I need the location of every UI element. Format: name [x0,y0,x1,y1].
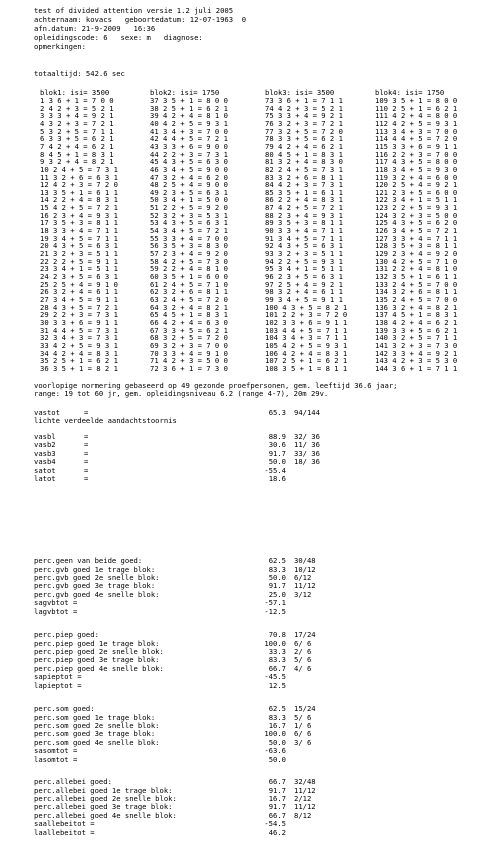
trial-row: 19 3 4 + 5 = 7 1 1 [40,233,118,243]
stat-label: sagvbtot = [34,598,78,608]
trial-row: 80 4 5 + 1 = 8 3 1 [265,149,343,159]
stat-row [0,591,488,599]
trial-row: 30 3 3 + 6 = 9 1 1 [40,317,118,327]
trial-row: 118 3 4 + 5 = 9 3 0 [375,164,458,174]
trial-row: 34 4 2 + 4 = 8 3 1 [40,348,118,358]
header-line: opleidingscode: 6 sexe: m diagnose: [34,33,203,42]
trial-row: 6 3 3 + 5 = 6 2 1 [40,134,114,144]
stat-row [0,608,488,616]
stat-label: sasomtot = [34,746,78,756]
stat-fraction: 1/ 6 [294,720,312,730]
stat-value: -12.5 [264,606,286,616]
trial-row: 64 3 2 + 4 = 8 2 1 [150,302,228,312]
trial-row: 55 3 3 + 4 = 7 0 0 [150,233,228,243]
stat-value: 33.3 [268,646,286,656]
stat-row [0,747,488,755]
trial-row: 110 2 5 + 1 = 6 2 1 [375,103,458,113]
trial-row: 32 3 4 + 3 = 7 3 1 [40,333,118,343]
trial-row: 141 3 2 + 3 = 7 3 0 [375,340,458,350]
trial-row: 133 2 4 + 5 = 7 0 0 [375,279,458,289]
vastot-equals: = [84,408,89,417]
trial-row: 123 2 2 + 5 = 9 3 1 [375,203,458,213]
trial-row: 97 2 5 + 4 = 9 2 1 [265,279,343,289]
trial-row: 71 4 2 + 3 = 5 0 0 [150,356,228,366]
trial-row: 40 4 2 + 5 = 9 3 1 [150,119,228,128]
stat-label: perc.som goed 2e snelle blok: [34,720,160,730]
trial-row: 121 2 3 + 5 = 6 0 0 [375,187,458,197]
stat-label: lagvbtot = [34,606,78,616]
trial-row: 99 3 4 + 5 = 9 1 1 [265,294,343,304]
stat-row [0,631,488,639]
trial-row: 106 4 2 + 4 = 8 3 1 [265,348,348,358]
trial-row: 13 3 5 + 1 = 6 1 1 [40,187,118,197]
stat-fraction: 11/12 [294,802,316,812]
stat-value: -45.5 [264,672,286,682]
stat-row [0,803,488,811]
stat-fraction: 17/24 [294,630,316,639]
stat-value: 91.7 [268,802,286,812]
stat-label: perc.som goed: [34,704,95,713]
trial-row: 43 3 3 + 6 = 9 0 0 [150,141,228,151]
trial-row: 131 2 2 + 4 = 8 1 0 [375,264,458,274]
trial-row: 94 2 2 + 5 = 9 3 1 [265,256,343,266]
stat-fraction: 15/24 [294,704,316,713]
stat-value: 62.5 [268,556,286,565]
trial-row: 108 3 5 + 1 = 8 1 1 [265,363,348,373]
stat-label: perc.gvb goed 1e trage blok: [34,564,156,574]
trial-row: 50 3 4 + 1 = 5 0 0 [150,195,228,205]
stat-row [0,739,488,747]
trial-row: 21 3 2 + 3 = 5 1 1 [40,249,118,258]
stat-row [0,722,488,730]
stat-label: perc.piep goed: [34,630,99,639]
trial-row: 12 4 2 + 3 = 7 2 0 [40,180,118,190]
stat-value: 100.0 [264,729,286,739]
stat-value: -55.4 [264,465,286,475]
trial-row: 128 3 5 + 3 = 8 1 1 [375,241,458,251]
stat-row [0,682,488,690]
trial-row: 125 4 3 + 5 = 6 2 0 [375,218,458,228]
stat-fraction: 8/12 [294,810,312,820]
trial-row: 144 3 6 + 1 = 7 1 1 [375,363,458,373]
trial-row: 23 3 4 + 1 = 5 1 1 [40,264,118,274]
trial-row: 52 3 2 + 3 = 5 3 1 [150,210,228,220]
trial-row: 95 3 4 + 1 = 5 1 1 [265,264,343,274]
trial-row: 36 3 5 + 1 = 8 2 1 [40,363,118,373]
trial-row: 112 4 2 + 5 = 9 3 1 [375,119,458,128]
stat-value: 50.0 [268,737,286,747]
trial-row: 90 3 3 + 4 = 7 1 1 [265,226,343,236]
stat-value: 18.6 [268,474,286,483]
trial-row: 53 4 3 + 5 = 6 3 1 [150,218,228,228]
trial-row: 7 4 2 + 4 = 6 2 1 [40,141,114,151]
stat-row [0,574,488,582]
stat-fraction: 6/ 6 [294,638,312,648]
trial-row: 69 3 2 + 3 = 7 0 0 [150,340,228,350]
trial-row: 67 3 3 + 5 = 6 2 1 [150,325,228,335]
trial-row: 136 3 2 + 4 = 8 2 1 [375,302,458,312]
stat-row [0,820,488,828]
trial-row: 79 4 2 + 4 = 6 2 1 [265,141,343,151]
trial-row: 65 4 5 + 1 = 8 3 1 [150,310,228,320]
trial-row: 29 2 2 + 3 = 7 3 1 [40,310,118,320]
trial-row: 31 4 4 + 5 = 7 3 1 [40,325,118,335]
trial-row: 41 3 4 + 3 = 7 0 0 [150,126,228,136]
trial-row: 101 2 2 + 3 = 7 2 0 [265,310,348,320]
trial-row: 9 3 2 + 4 = 8 2 1 [40,157,114,167]
trial-row: 137 4 5 + 1 = 8 3 1 [375,310,458,320]
trial-row: 8 4 5 + 1 = 8 3 1 [40,149,114,159]
trial-row: 102 3 3 + 6 = 9 1 1 [265,317,348,327]
equals-mark: = [84,465,89,475]
trial-row: 98 3 2 + 4 = 6 1 1 [265,287,343,297]
trial-row: 56 3 5 + 3 = 8 3 0 [150,241,228,251]
stat-value: 66.7 [268,810,286,820]
trial-row: 134 3 2 + 6 = 8 1 1 [375,287,458,297]
stat-value: 91.7 [268,448,286,458]
stat-value: 88.9 [268,432,286,441]
trial-row: 127 3 3 + 4 = 7 1 1 [375,233,458,243]
trial-row: 27 3 4 + 5 = 9 1 1 [40,294,118,304]
trial-row: 39 4 2 + 4 = 8 1 0 [150,111,228,121]
stat-fraction: 94/144 [294,408,320,417]
stat-label: satot [34,465,56,475]
total-time: totaaltijd: 542.6 sec [34,69,125,78]
stat-row [0,795,488,803]
trial-row: 22 2 2 + 5 = 9 1 1 [40,256,118,266]
stat-row [0,599,488,607]
stat-row [0,648,488,656]
trial-row: 73 3 6 + 1 = 7 1 1 [265,96,343,105]
block-title: blok2: isi= 1750 [150,88,220,97]
trial-row: 77 3 2 + 5 = 7 2 0 [265,126,343,136]
trial-row: 93 3 2 + 3 = 5 1 1 [265,249,343,258]
trial-row: 45 4 3 + 5 = 6 3 0 [150,157,228,167]
trial-row: 124 3 2 + 3 = 5 0 0 [375,210,458,220]
stat-fraction: 5/ 6 [294,655,312,665]
stat-label: sapieptot = [34,672,82,682]
trial-row: 59 2 2 + 4 = 8 1 0 [150,264,228,274]
stat-value: 16.7 [268,793,286,803]
equals-mark: = [84,474,89,483]
trial-row: 135 2 4 + 5 = 7 0 0 [375,294,458,304]
trial-row: 5 3 2 + 5 = 7 1 1 [40,126,114,136]
stat-label: lasomtot = [34,754,78,764]
trial-row: 51 2 2 + 5 = 9 2 0 [150,203,228,213]
trial-row: 4 3 2 + 3 = 7 2 1 [40,119,114,128]
stat-label: perc.som goed 1e trage blok: [34,712,156,722]
trial-row: 82 2 4 + 5 = 7 3 1 [265,164,343,174]
trial-row: 103 4 4 + 5 = 7 1 1 [265,325,348,335]
trial-row: 17 3 5 + 3 = 8 1 1 [40,218,118,228]
stat-fraction: 6/ 6 [294,729,312,739]
stat-fraction: 11/ 36 [294,440,320,450]
stat-fraction: 18/ 36 [294,457,320,467]
stat-label: perc.piep goed 3e trage blok: [34,655,160,665]
trial-row: 61 2 4 + 5 = 7 1 0 [150,279,228,289]
norm-line: range: 19 tot 60 jr, gem. opleidingsniveau 6.2 (range 4-7), 20m 29v. [34,389,329,398]
trial-row: 105 4 2 + 5 = 9 3 1 [265,340,348,350]
block-title: blok4: isi= 1750 [375,88,445,97]
trial-row: 16 2 3 + 4 = 9 3 1 [40,210,118,220]
trial-row: 60 3 5 + 1 = 6 0 0 [150,272,228,281]
stat-label: perc.geen van beide goed: [34,556,143,565]
stat-label: perc.piep goed 4e snelle blok: [34,663,164,673]
stat-row [0,665,488,673]
stat-value: 50.0 [268,754,286,764]
trial-row: 115 3 3 + 6 = 9 1 1 [375,141,458,151]
stat-label: vastot [34,408,60,417]
trial-row: 58 4 2 + 5 = 7 3 0 [150,256,228,266]
stat-value: 83.3 [268,712,286,722]
trial-row: 2 4 2 + 3 = 5 2 1 [40,103,114,113]
stat-fraction: 32/48 [294,777,316,786]
stat-label: laallebeitot = [34,827,95,837]
trial-row: 42 4 4 + 5 = 7 2 1 [150,134,228,144]
trial-row: 46 3 4 + 5 = 9 0 0 [150,164,228,174]
header-line: opmerkingen: [34,42,86,51]
stat-fraction: 5/ 6 [294,712,312,722]
trial-row: 75 3 3 + 4 = 9 2 1 [265,111,343,121]
trial-row: 132 3 5 + 1 = 6 1 1 [375,272,458,281]
trial-row: 66 4 2 + 4 = 6 3 0 [150,317,228,327]
trial-row: 100 4 3 + 5 = 8 2 1 [265,302,348,312]
stat-label: perc.piep goed 1e trage blok: [34,638,160,648]
stat-value: 65.3 [268,408,286,417]
stat-value: 25.0 [268,589,286,599]
trial-row: 78 3 3 + 5 = 6 2 1 [265,134,343,144]
stat-value: -54.5 [264,819,286,829]
stat-fraction: 6/12 [294,572,312,582]
trial-row: 129 2 3 + 4 = 9 2 0 [375,249,458,258]
stat-label: vasbl [34,432,56,441]
trial-row: 14 2 2 + 4 = 8 3 1 [40,195,118,205]
trial-row: 81 3 2 + 4 = 8 3 0 [265,157,343,167]
equals-mark: = [84,448,89,458]
trial-row: 113 3 4 + 3 = 7 0 0 [375,126,458,136]
stat-value: -63.6 [264,746,286,756]
trial-row: 74 4 2 + 3 = 5 2 1 [265,103,343,113]
trial-row: 104 3 4 + 3 = 7 1 1 [265,333,348,343]
block-title: blok3: isi= 3500 [265,88,335,97]
trial-row: 1 3 6 + 1 = 7 0 0 [40,96,114,105]
trial-row: 24 2 3 + 5 = 6 3 1 [40,272,118,281]
trial-row: 10 2 4 + 5 = 7 3 1 [40,164,118,174]
stat-row [0,450,488,458]
trial-row: 48 2 5 + 4 = 9 0 0 [150,180,228,190]
stat-row [0,475,488,483]
trial-row: 20 4 3 + 5 = 6 3 1 [40,241,118,251]
stat-row [0,705,488,713]
trial-row: 92 4 3 + 5 = 6 3 1 [265,241,343,251]
stat-label: perc.gvb goed 4e snelle blok: [34,589,160,599]
trial-row: 109 3 5 + 1 = 8 0 0 [375,96,458,105]
stat-fraction: 2/ 6 [294,646,312,656]
trial-row: 126 3 4 + 5 = 7 2 1 [375,226,458,236]
stat-row [0,778,488,786]
trial-row: 107 2 5 + 1 = 6 2 1 [265,356,348,366]
trial-row: 70 3 3 + 4 = 9 1 0 [150,348,228,358]
stat-row [0,458,488,466]
stat-label: perc.som goed 3e trage blok: [34,729,156,739]
stat-fraction: 3/ 6 [294,737,312,747]
header-line: test of divided attention versie 1.2 juli 2005 [34,6,234,15]
stat-value: 91.7 [268,581,286,591]
stat-value: 70.8 [268,630,286,639]
stat-label: perc.som goed 4e snelle blok: [34,737,160,747]
trial-row: 44 2 2 + 3 = 7 3 1 [150,149,228,159]
trial-row: 35 2 5 + 1 = 6 2 1 [40,356,118,366]
diagnosis-text: lichte verdeelde aandachtstoornis [34,416,177,425]
trial-row: 15 4 2 + 5 = 7 2 1 [40,203,118,213]
stat-row [0,557,488,565]
stat-value: 50.0 [268,457,286,467]
trial-row: 83 3 2 + 6 = 8 1 1 [265,172,343,182]
trial-row: 76 3 2 + 3 = 7 2 1 [265,119,343,128]
equals-mark: = [84,440,89,450]
stat-value: 30.6 [268,440,286,450]
stat-row [0,467,488,475]
stat-value: 16.7 [268,720,286,730]
trial-row: 38 2 5 + 1 = 6 2 1 [150,103,228,113]
trial-row: 57 2 3 + 4 = 9 2 0 [150,249,228,258]
stat-label: perc.gvb goed 3e trage blok: [34,581,156,591]
stat-row [0,829,488,837]
stat-row [0,787,488,795]
stat-label: perc.gvb goed 2e snelle blok: [34,572,160,582]
stat-value: -57.1 [264,598,286,608]
trial-row: 47 3 2 + 4 = 6 2 0 [150,172,228,182]
block-title: blok1: isi= 3500 [40,88,110,97]
trial-row: 25 2 5 + 4 = 9 1 0 [40,279,118,289]
trial-row: 88 2 3 + 4 = 9 3 1 [265,210,343,220]
stat-label: perc.allebei goed 4e snelle blok: [34,810,177,820]
trial-row: 37 3 5 + 1 = 8 0 0 [150,96,228,105]
stat-fraction: 11/12 [294,581,316,591]
stat-label: perc.allebei goed 3e trage blok: [34,802,173,812]
stat-row [0,582,488,590]
trial-row: 139 3 3 + 5 = 6 2 1 [375,325,458,335]
stat-row [0,756,488,764]
stat-label: saallebeitot = [34,819,95,829]
trial-row: 86 2 2 + 4 = 8 3 1 [265,195,343,205]
stat-value: 12.5 [268,680,286,690]
stat-label: vasb4 [34,457,56,467]
stat-value: 46.2 [268,827,286,837]
equals-mark: = [84,432,89,441]
stat-value: 50.0 [268,572,286,582]
stat-label: vasb3 [34,448,56,458]
trial-row: 72 3 6 + 1 = 7 3 0 [150,363,228,373]
trial-row: 63 2 4 + 5 = 7 2 0 [150,294,228,304]
stat-fraction: 11/12 [294,785,316,795]
trial-row: 143 4 2 + 3 = 5 3 0 [375,356,458,366]
trial-row: 28 4 3 + 5 = 7 2 1 [40,302,118,312]
trial-row: 3 3 3 + 4 = 9 2 1 [40,111,114,121]
stat-label: perc.allebei goed 2e snelle blok: [34,793,177,803]
stat-value: 83.3 [268,655,286,665]
stat-value: 83.3 [268,564,286,574]
trial-row: 91 3 4 + 5 = 7 1 1 [265,233,343,243]
stat-row [0,441,488,449]
stat-row [0,656,488,664]
stat-fraction: 3/12 [294,589,312,599]
trial-row: 87 4 2 + 5 = 7 2 1 [265,203,343,213]
trial-row: 138 4 2 + 4 = 6 2 1 [375,317,458,327]
trial-row: 26 3 2 + 4 = 6 1 1 [40,287,118,297]
stat-label: perc.allebei goed 1e trage blok: [34,785,173,795]
trial-row: 33 4 2 + 5 = 9 3 1 [40,340,118,350]
stat-value: 62.5 [268,704,286,713]
trial-row: 18 3 3 + 4 = 7 1 1 [40,226,118,236]
stat-row [0,812,488,820]
trial-row: 68 3 2 + 5 = 7 2 0 [150,333,228,343]
trial-row: 96 2 3 + 5 = 6 3 1 [265,272,343,281]
trial-row: 114 4 4 + 5 = 7 2 0 [375,134,458,144]
stat-value: 66.7 [268,663,286,673]
stat-row [0,673,488,681]
stat-label: perc.allebei goed: [34,777,112,786]
stat-label: latot [34,474,56,483]
trial-row: 142 3 3 + 4 = 9 2 1 [375,348,458,358]
stat-fraction: 10/12 [294,564,316,574]
trial-row: 85 3 5 + 1 = 6 1 1 [265,187,343,197]
trial-row: 116 2 2 + 3 = 7 0 0 [375,149,458,159]
trial-row: 111 4 2 + 4 = 8 0 0 [375,111,458,121]
trial-row: 62 3 2 + 6 = 8 1 1 [150,287,228,297]
stat-value: 91.7 [268,785,286,795]
trial-row: 117 4 3 + 5 = 8 0 0 [375,157,458,167]
stat-fraction: 32/ 36 [294,432,320,441]
stat-row [0,640,488,648]
stat-label: vasb2 [34,440,56,450]
trial-row: 122 3 4 + 1 = 5 1 1 [375,195,458,205]
equals-mark: = [84,457,89,467]
trial-row: 119 3 2 + 4 = 6 0 0 [375,172,458,182]
stat-row [0,730,488,738]
stat-fraction: 4/ 6 [294,663,312,673]
header-line: achternaam: kovacs geboortedatum: 12-07-1963 0 [34,15,247,24]
header-line: afn.datum: 21-9-2009 16:36 [34,24,156,33]
trial-row: 130 4 2 + 5 = 7 1 0 [375,256,458,266]
stat-value: 100.0 [264,638,286,648]
stat-fraction: 33/ 36 [294,448,320,458]
trial-row: 84 4 2 + 3 = 7 3 1 [265,180,343,190]
stat-row [0,566,488,574]
trial-row: 120 2 5 + 4 = 9 2 1 [375,180,458,190]
stat-fraction: 2/12 [294,793,312,803]
stat-row [0,714,488,722]
trial-row: 89 3 5 + 3 = 8 1 1 [265,218,343,228]
trial-row: 49 2 3 + 5 = 6 3 1 [150,187,228,197]
stat-row [0,433,488,441]
stat-value: 66.7 [268,777,286,786]
trial-row: 54 3 4 + 5 = 7 2 1 [150,226,228,236]
trial-row: 140 3 2 + 5 = 7 1 1 [375,333,458,343]
norm-line: voorlopige normering gebaseerd op 49 gezonde proefpersonen, gem. leeftijd 36.6 jaar; [34,381,398,390]
stat-label: lapieptot = [34,680,82,690]
stat-fraction: 30/48 [294,556,316,565]
stat-label: perc.piep goed 2e snelle blok: [34,646,164,656]
trial-row: 11 3 2 + 6 = 6 3 1 [40,172,118,182]
